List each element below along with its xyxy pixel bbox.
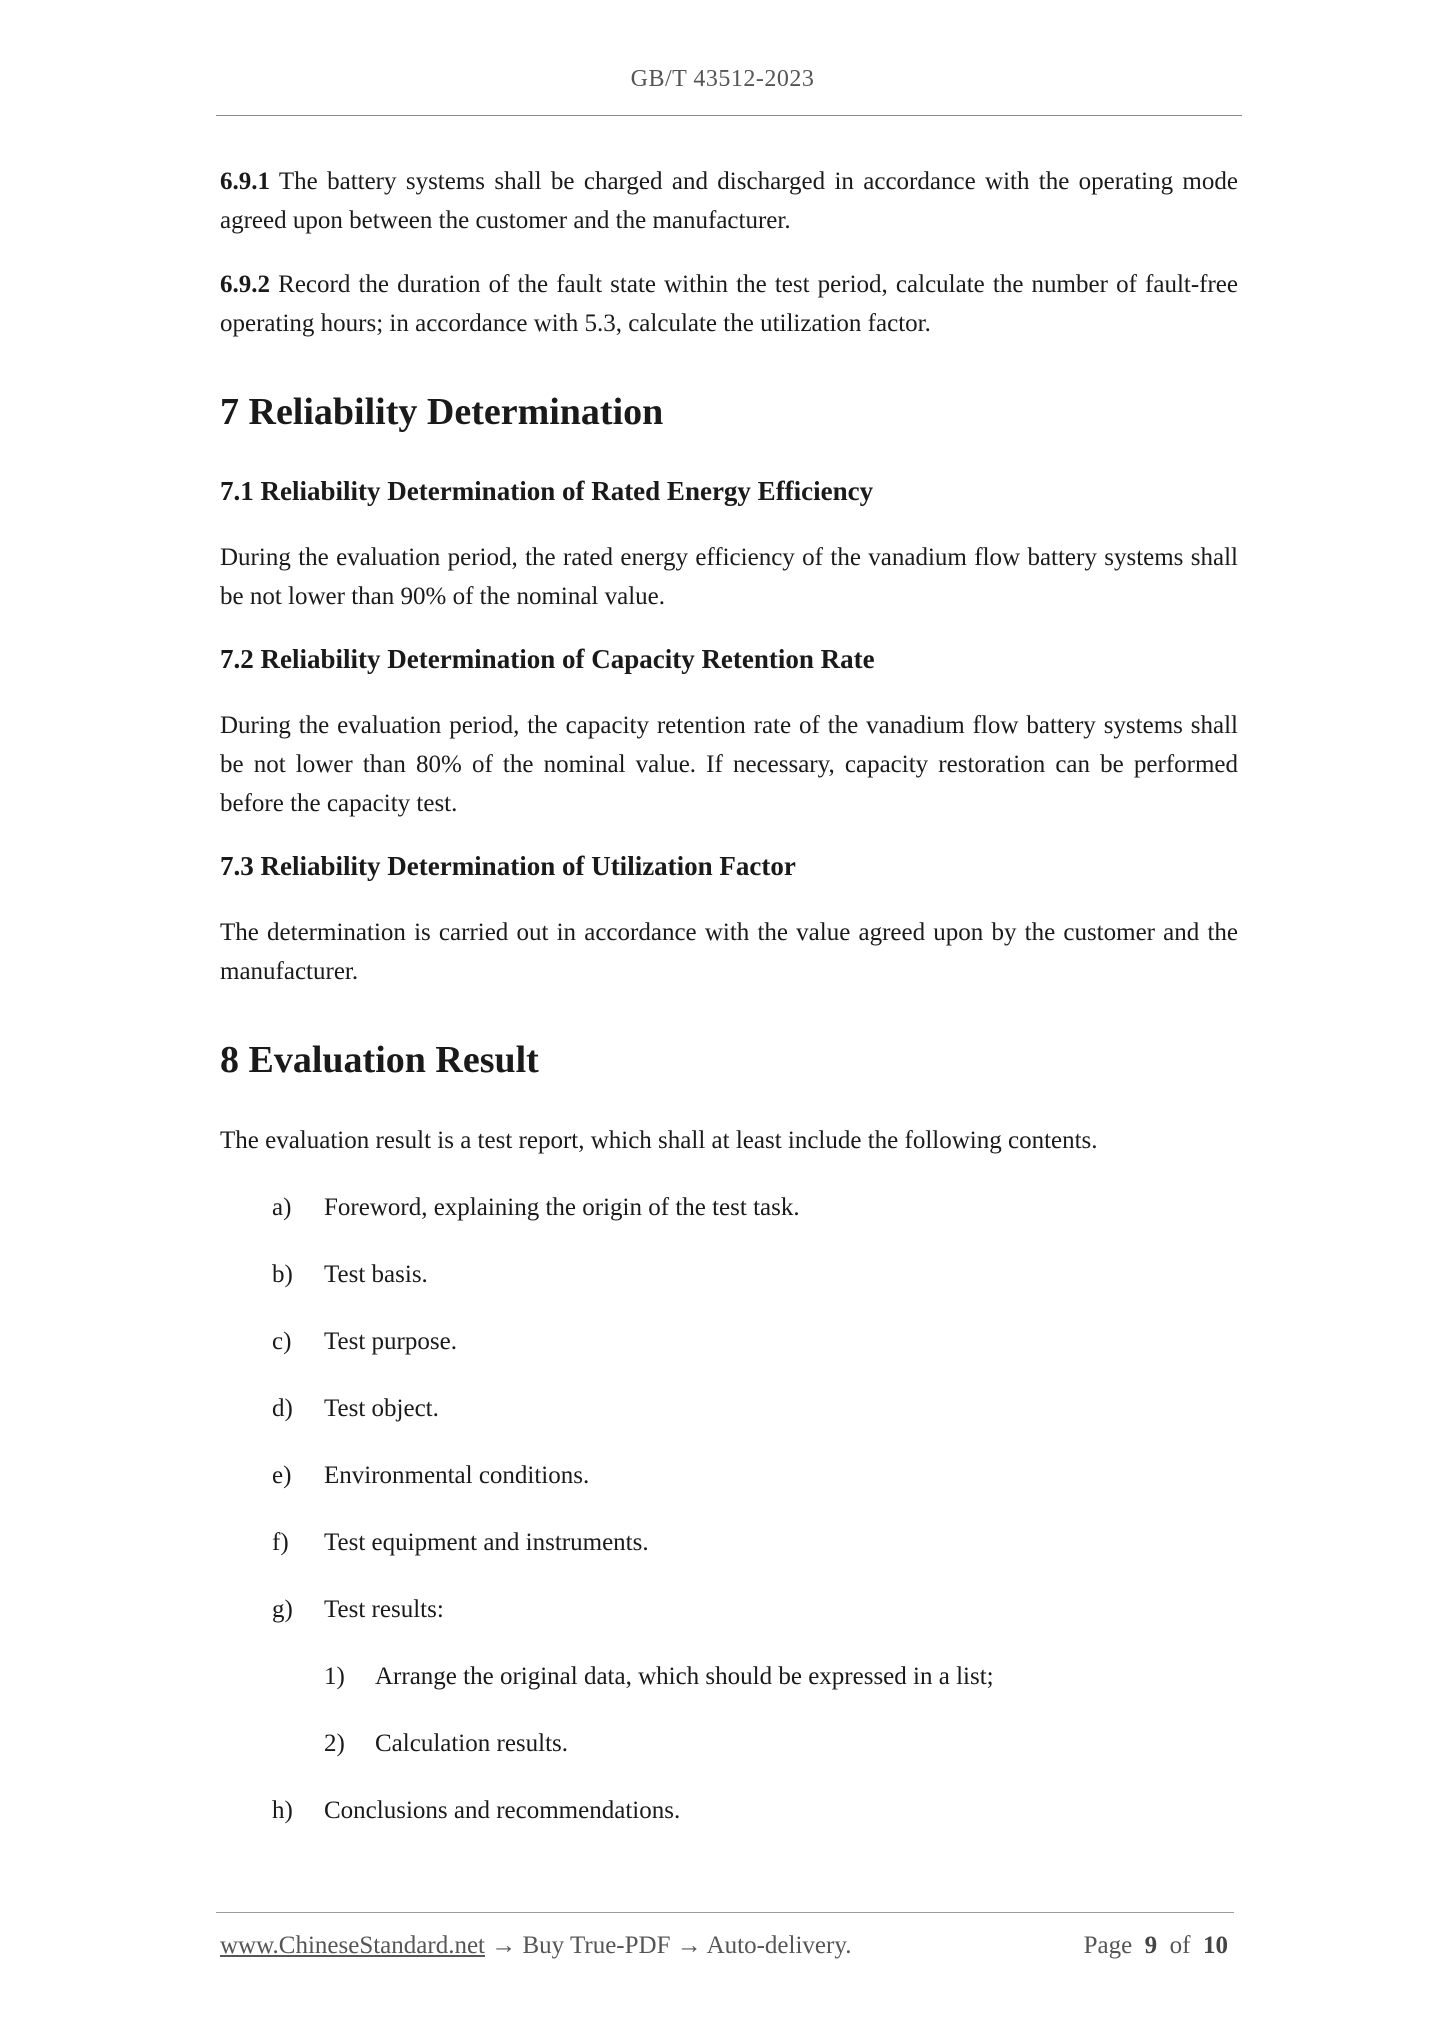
list-item-text: Calculation results. [375,1730,569,1757]
buy-pdf-text: Buy True-PDF [522,1932,671,1959]
clause-6-9-2 [220,265,1238,343]
evaluation-contents-list [220,1188,1238,1629]
list-marker: d) [272,1395,293,1422]
section-7-1-heading: 7.1 Reliability Determination of Rated Energy Efficiency [220,476,874,506]
list-marker: a) [272,1194,292,1221]
clause-6-9-1 [220,162,1238,240]
delivery-text: Auto-delivery. [706,1932,852,1959]
evaluation-contents-list-continued [220,1791,1238,1830]
clause-number: 6.9.2 [220,271,270,298]
list-item-text: Environmental conditions. [324,1462,590,1489]
list-item-text: Test results: [324,1596,444,1623]
section-7-heading: 7 Reliability Determination [220,391,664,433]
clause-text: Record the duration of the fault state within the test period, calculate the number of fault-free operating hours; in accordance with 5.3, calculate the utilization factor. [220,271,1239,337]
list-item [220,1590,1238,1629]
list-item-text: Test basis. [324,1261,428,1288]
page-content [220,162,1238,1830]
section-7-3-heading: 7.3 Reliability Determination of Utilization Factor [220,851,796,881]
website-link[interactable]: www.ChineseStandard.net [220,1932,485,1959]
section-7-2-heading: 7.2 Reliability Determination of Capacity Retention Rate [220,644,875,674]
list-item [220,1322,1238,1361]
list-item [220,1523,1238,1562]
list-marker: e) [272,1462,292,1489]
footer-divider [216,1912,1234,1913]
list-marker: h) [272,1797,293,1824]
footer-promo [220,1932,851,1960]
list-item-text: Test object. [324,1395,439,1422]
section-7-3-text: The determination is carried out in accordance with the value agreed upon by the customer and the manufacturer. [220,919,1238,985]
list-item-text: Arrange the original data, which should be expressed in a list; [375,1663,994,1690]
arrow-right-icon: → [676,1932,702,1959]
arrow-right-icon: → [491,1932,517,1959]
list-item [220,1255,1238,1294]
section-8-heading: 8 Evaluation Result [220,1039,539,1081]
list-item [220,1791,1238,1830]
test-results-sublist [220,1657,1238,1763]
header-standard-number: GB/T 43512-2023 [630,66,815,92]
page-number [1084,1932,1228,1960]
list-item [220,1456,1238,1495]
clause-text: The battery systems shall be charged and discharged in accordance with the operating mode agreed upon between the customer and the manufacturer. [220,168,1238,234]
list-item [220,1188,1238,1227]
header-divider [216,115,1242,116]
page-label: Page [1083,1932,1133,1959]
list-item-text: Test equipment and instruments. [324,1529,649,1556]
list-marker: 1) [324,1663,345,1690]
sublist-item [220,1724,1238,1763]
page-of: of [1169,1932,1191,1959]
page-current: 9 [1144,1932,1158,1959]
list-marker: f) [272,1529,289,1556]
list-marker: 2) [324,1730,345,1757]
section-7-2-text: During the evaluation period, the capacity retention rate of the vanadium flow battery systems shall be not lower than 80% of the nominal value. If necessary, capacity restoration can be performed before the capacity test. [220,712,1238,817]
list-item [220,1389,1238,1428]
section-8-intro: The evaluation result is a test report, which shall at least include the following contents. [220,1127,1098,1154]
list-item-text: Foreword, explaining the origin of the test task. [324,1194,800,1221]
clause-number: 6.9.1 [220,168,270,195]
sublist-item [220,1657,1238,1696]
list-marker: g) [272,1596,293,1623]
list-item-text: Conclusions and recommendations. [324,1797,681,1824]
page-total: 10 [1203,1932,1228,1959]
list-marker: b) [272,1261,293,1288]
section-7-1-text: During the evaluation period, the rated energy efficiency of the vanadium flow battery systems shall be not lower than 90% of the nominal value. [220,544,1238,610]
list-item-text: Test purpose. [324,1328,457,1355]
list-marker: c) [272,1328,292,1355]
